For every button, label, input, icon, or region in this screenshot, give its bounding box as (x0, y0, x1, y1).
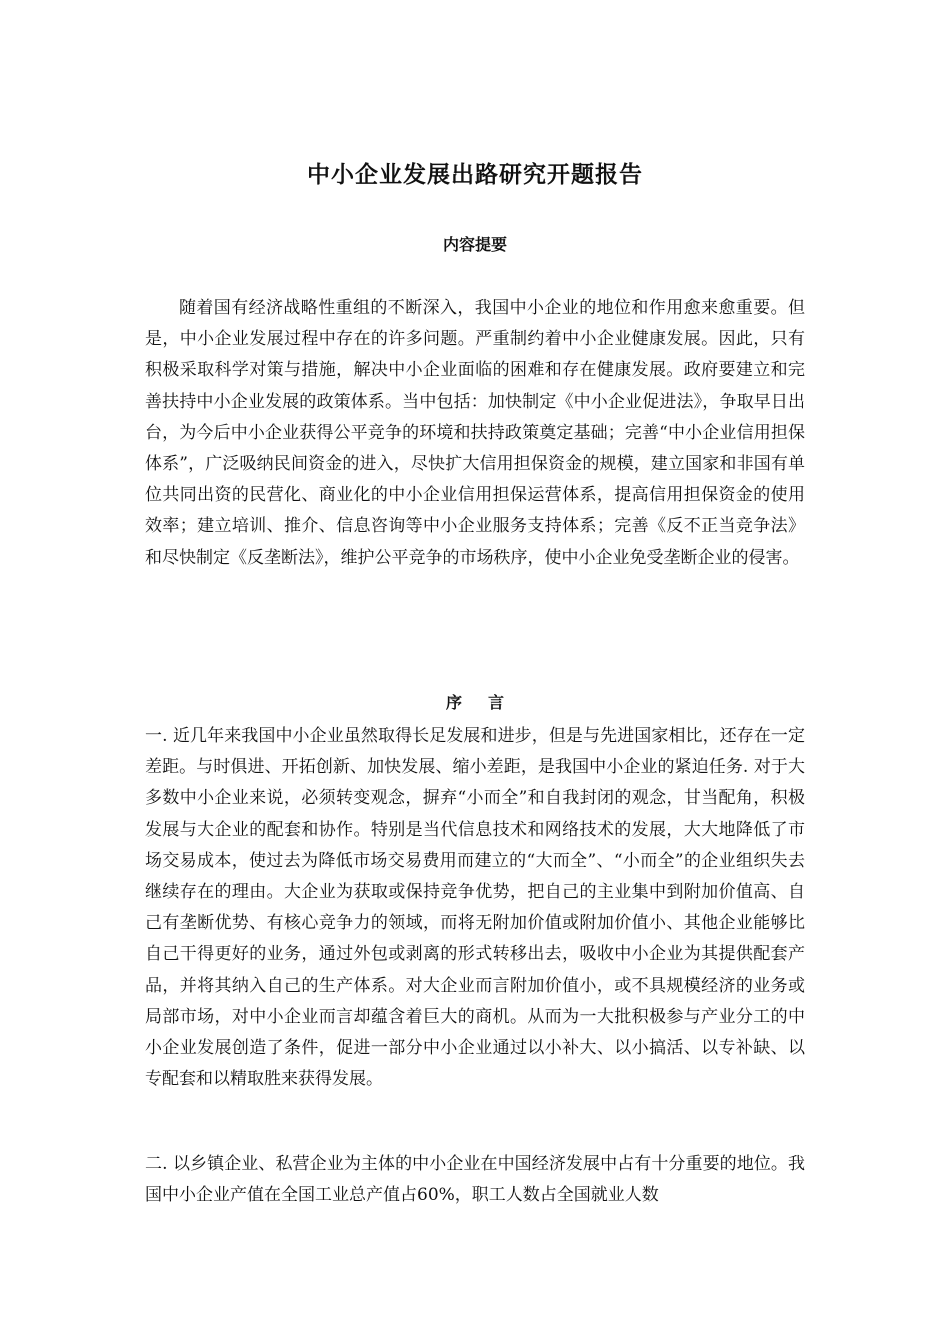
preface-paragraph-2: 二. 以乡镇企业、私营企业为主体的中小企业在中国经济发展中占有十分重要的地位。我国中小企业产值在全国工业总产值占60%，职工人数占全国就业人数 (145, 1154, 805, 1206)
preface-paragraph-1: 一. 近几年来我国中小企业虽然取得长足发展和进步，但是与先进国家相比，还存在一定差距。与时俱进、开拓创新、加快发展、缩小差距，是我国中小企业的紧迫任务. 对于大多数中小企业来说，必须转变观念，摒弃“小而全”和自我封闭的观念，甘当配角，积极发展与大企业的配套和协作。特别是当代信息技术和网络技术的发展，大大地降低了市场交易成本，使过去为降低市场交易费用而建立的“大而全”、“小而全”的企业组织失去继续存在的理由。大企业为获取或保持竞争优势，把自己的主业集中到附加价值高、自己有垄断优势、有核心竞争力的领域，而将无附加价值或附加价值小、其他企业能够比自己干得更好的业务，通过外包或剥离的形式转移出去，吸收中小企业为其提供配套产品，并将其纳入自己的生产体系。对大企业而言附加价值小，或不具规模经济的业务或局部市场，对中小企业而言却蕴含着巨大的商机。从而为一大批积极参与产业分工的中小企业发展创造了条件，促进一部分中小企业通过以小补大、以小搞活、以专补缺、以专配套和以精取胜来获得发展。 (145, 726, 805, 1090)
abstract-paragraph: 随着国有经济战略性重组的不断深入，我国中小企业的地位和作用愈来愈重要。但是，中小企业发展过程中存在的许多问题。严重制约着中小企业健康发展。因此，只有积极采取科学对策与措施，解决中小企业面临的困难和存在健康发展。政府要建立和完善扶持中小企业发展的政策体系。当中包括：加快制定《中小企业促进法》，争取早日出台，为今后中小企业获得公平竞争的环境和扶持政策奠定基础；完善“中小企业信用担保体系”，广泛吸纳民间资金的进入，尽快扩大信用担保资金的规模，建立国家和非国有单位共同出资的民营化、商业化的中小企业信用担保运营体系，提高信用担保资金的使用效率；建立培训、推介、信息咨询等中小企业服务支持体系；完善《反不正当竞争法》和尽快制定《反垄断法》，维护公平竞争的市场秩序，使中小企业免受垄断企业的侵害。 (145, 298, 805, 568)
abstract-heading: 内容提要 (442, 235, 507, 254)
document-title: 中小企业发展出路研究开题报告 (307, 162, 643, 188)
preface-heading: 序言 (445, 693, 530, 712)
